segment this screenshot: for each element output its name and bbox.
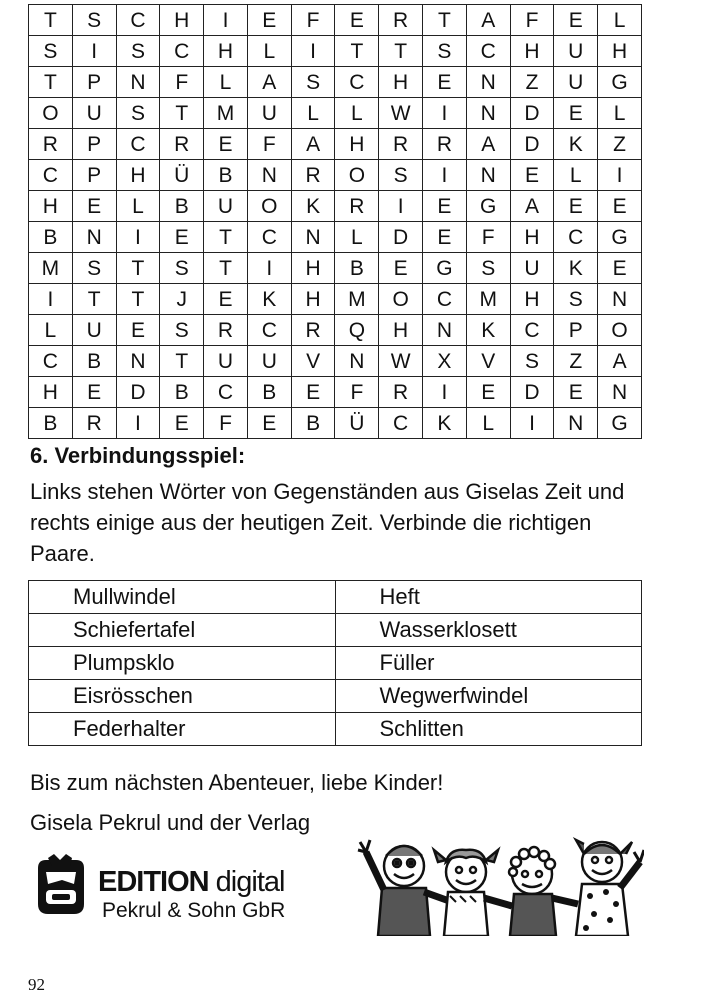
grid-cell: C	[554, 222, 598, 253]
grid-cell: S	[29, 36, 73, 67]
grid-cell: R	[291, 160, 335, 191]
grid-cell: H	[379, 315, 423, 346]
grid-cell: H	[510, 222, 554, 253]
page-number: 92	[28, 975, 45, 994]
grid-cell: E	[510, 160, 554, 191]
grid-cell: R	[160, 129, 204, 160]
grid-cell: T	[29, 5, 73, 36]
grid-cell: E	[466, 377, 510, 408]
grid-cell: H	[598, 36, 642, 67]
grid-cell: S	[72, 253, 116, 284]
grid-cell: S	[160, 315, 204, 346]
grid-cell: C	[247, 222, 291, 253]
grid-cell: C	[423, 284, 467, 315]
grid-cell: G	[466, 191, 510, 222]
grid-cell: I	[379, 191, 423, 222]
grid-cell: H	[379, 67, 423, 98]
modern-item: Wasserklosett	[335, 614, 642, 647]
grid-cell: E	[116, 315, 160, 346]
grid-cell: I	[204, 5, 248, 36]
grid-cell: E	[554, 5, 598, 36]
grid-cell: I	[29, 284, 73, 315]
grid-row	[29, 315, 642, 346]
grid-cell: H	[291, 253, 335, 284]
grid-cell: N	[335, 346, 379, 377]
grid-cell: B	[335, 253, 379, 284]
grid-cell: E	[291, 377, 335, 408]
modern-item: Schlitten	[335, 713, 642, 746]
grid-cell: O	[379, 284, 423, 315]
grid-cell: F	[510, 5, 554, 36]
grid-cell: P	[72, 160, 116, 191]
grid-cell: C	[116, 129, 160, 160]
grid-cell: L	[335, 222, 379, 253]
publisher-name: Pekrul & Sohn GbR	[102, 899, 286, 922]
grid-cell: A	[466, 129, 510, 160]
grid-cell: W	[379, 98, 423, 129]
grid-cell: E	[423, 67, 467, 98]
grid-cell: H	[291, 284, 335, 315]
grid-cell: C	[466, 36, 510, 67]
grid-row	[29, 191, 642, 222]
grid-cell: N	[72, 222, 116, 253]
grid-cell: U	[247, 346, 291, 377]
grid-cell: T	[204, 253, 248, 284]
matching-row	[29, 713, 642, 746]
grid-cell: E	[423, 222, 467, 253]
word-search-grid	[28, 4, 642, 439]
grid-cell: H	[510, 284, 554, 315]
grid-cell: C	[29, 160, 73, 191]
grid-cell: J	[160, 284, 204, 315]
grid-cell: N	[116, 67, 160, 98]
grid-row	[29, 377, 642, 408]
grid-cell: L	[247, 36, 291, 67]
grid-cell: S	[510, 346, 554, 377]
grid-cell: L	[116, 191, 160, 222]
grid-cell: E	[72, 377, 116, 408]
grid-cell: D	[510, 98, 554, 129]
grid-cell: A	[466, 5, 510, 36]
grid-cell: F	[247, 129, 291, 160]
child-figure-3	[509, 847, 578, 936]
child-figure-2	[434, 850, 512, 936]
grid-cell: F	[160, 67, 204, 98]
closing-line: Bis zum nächsten Abenteuer, liebe Kinder!	[30, 770, 444, 795]
grid-cell: S	[291, 67, 335, 98]
grid-cell: U	[554, 67, 598, 98]
grid-cell: U	[510, 253, 554, 284]
grid-cell: N	[554, 408, 598, 439]
grid-cell: H	[116, 160, 160, 191]
grid-cell: O	[335, 160, 379, 191]
grid-cell: E	[423, 191, 467, 222]
grid-cell: E	[160, 222, 204, 253]
grid-cell: R	[379, 129, 423, 160]
grid-cell: C	[510, 315, 554, 346]
grid-cell: E	[379, 253, 423, 284]
grid-cell: T	[116, 253, 160, 284]
grid-cell: L	[29, 315, 73, 346]
grid-cell: A	[291, 129, 335, 160]
grid-cell: D	[510, 129, 554, 160]
grid-cell: N	[291, 222, 335, 253]
grid-cell: U	[247, 98, 291, 129]
grid-cell: T	[423, 5, 467, 36]
grid-cell: R	[335, 191, 379, 222]
matching-row	[29, 581, 642, 614]
grid-cell: B	[29, 222, 73, 253]
grid-cell: R	[379, 5, 423, 36]
old-item: Mullwindel	[29, 581, 336, 614]
grid-cell: I	[423, 98, 467, 129]
grid-cell: U	[554, 36, 598, 67]
grid-cell: O	[247, 191, 291, 222]
grid-cell: P	[72, 67, 116, 98]
children-illustration	[356, 832, 644, 936]
publisher-logo	[32, 852, 322, 927]
grid-cell: T	[160, 346, 204, 377]
grid-cell: K	[554, 129, 598, 160]
grid-cell: E	[335, 5, 379, 36]
grid-cell: L	[554, 160, 598, 191]
grid-cell: L	[598, 98, 642, 129]
grid-cell: M	[335, 284, 379, 315]
grid-cell: C	[379, 408, 423, 439]
grid-cell: L	[598, 5, 642, 36]
grid-cell: P	[72, 129, 116, 160]
grid-cell: N	[466, 67, 510, 98]
exercise-instructions: Links stehen Wörter von Gegenständen aus Giselas Zeit und rechts einige aus der heutigen Zeit. Verbinde die richtigen Paare.	[30, 479, 625, 566]
grid-cell: T	[379, 36, 423, 67]
grid-cell: K	[423, 408, 467, 439]
grid-cell: G	[598, 67, 642, 98]
grid-cell: Z	[598, 129, 642, 160]
grid-cell: M	[29, 253, 73, 284]
matching-row	[29, 647, 642, 680]
brand-name-light: digital	[208, 866, 285, 898]
matching-row	[29, 614, 642, 647]
grid-cell: O	[29, 98, 73, 129]
grid-cell: R	[291, 315, 335, 346]
grid-cell: E	[554, 191, 598, 222]
grid-row	[29, 284, 642, 315]
grid-cell: E	[72, 191, 116, 222]
grid-cell: X	[423, 346, 467, 377]
grid-cell: F	[335, 377, 379, 408]
grid-cell: A	[598, 346, 642, 377]
grid-row	[29, 408, 642, 439]
grid-cell: I	[116, 222, 160, 253]
grid-cell: B	[291, 408, 335, 439]
grid-cell: N	[466, 160, 510, 191]
grid-cell: V	[291, 346, 335, 377]
grid-cell: B	[29, 408, 73, 439]
grid-cell: N	[247, 160, 291, 191]
modern-item: Wegwerfwindel	[335, 680, 642, 713]
grid-cell: N	[598, 377, 642, 408]
grid-cell: C	[160, 36, 204, 67]
grid-cell: R	[423, 129, 467, 160]
grid-cell: C	[247, 315, 291, 346]
grid-cell: G	[423, 253, 467, 284]
grid-cell: S	[554, 284, 598, 315]
grid-cell: L	[466, 408, 510, 439]
grid-cell: U	[204, 346, 248, 377]
grid-cell: T	[160, 98, 204, 129]
grid-cell: B	[160, 377, 204, 408]
grid-cell: L	[335, 98, 379, 129]
grid-cell: S	[116, 98, 160, 129]
grid-cell: E	[554, 377, 598, 408]
publisher-mascot-icon	[32, 854, 90, 920]
grid-cell: L	[291, 98, 335, 129]
grid-cell: A	[247, 67, 291, 98]
grid-cell: C	[29, 346, 73, 377]
old-item: Federhalter	[29, 713, 336, 746]
grid-cell: R	[379, 377, 423, 408]
grid-cell: S	[379, 160, 423, 191]
grid-cell: D	[379, 222, 423, 253]
grid-cell: H	[335, 129, 379, 160]
grid-cell: F	[291, 5, 335, 36]
grid-cell: S	[72, 5, 116, 36]
grid-row	[29, 98, 642, 129]
grid-cell: P	[554, 315, 598, 346]
grid-cell: C	[116, 5, 160, 36]
grid-cell: E	[247, 408, 291, 439]
grid-cell: R	[29, 129, 73, 160]
grid-row	[29, 160, 642, 191]
brand-name	[98, 866, 284, 899]
grid-cell: E	[598, 253, 642, 284]
grid-cell: W	[379, 346, 423, 377]
grid-cell: R	[72, 408, 116, 439]
grid-cell: N	[598, 284, 642, 315]
grid-cell: K	[291, 191, 335, 222]
grid-cell: S	[423, 36, 467, 67]
modern-item: Heft	[335, 581, 642, 614]
grid-cell: T	[29, 67, 73, 98]
grid-cell: G	[598, 408, 642, 439]
grid-cell: M	[466, 284, 510, 315]
grid-cell: K	[247, 284, 291, 315]
grid-cell: S	[116, 36, 160, 67]
grid-cell: Z	[510, 67, 554, 98]
matching-table	[28, 580, 642, 746]
matching-row	[29, 680, 642, 713]
grid-cell: E	[598, 191, 642, 222]
grid-cell: S	[160, 253, 204, 284]
grid-cell: E	[554, 98, 598, 129]
grid-cell: C	[335, 67, 379, 98]
grid-cell: B	[160, 191, 204, 222]
grid-row	[29, 253, 642, 284]
grid-cell: T	[335, 36, 379, 67]
grid-cell: N	[116, 346, 160, 377]
grid-cell: I	[72, 36, 116, 67]
grid-cell: I	[598, 160, 642, 191]
grid-cell: I	[510, 408, 554, 439]
brand-name-strong: EDITION	[98, 866, 209, 898]
grid-cell: G	[598, 222, 642, 253]
exercise-heading: 6. Verbindungsspiel:	[30, 443, 246, 468]
grid-cell: E	[204, 284, 248, 315]
grid-cell: U	[204, 191, 248, 222]
grid-cell: Z	[554, 346, 598, 377]
grid-cell: N	[423, 315, 467, 346]
grid-cell: M	[204, 98, 248, 129]
grid-cell: H	[160, 5, 204, 36]
grid-cell: I	[291, 36, 335, 67]
modern-item: Füller	[335, 647, 642, 680]
grid-cell: I	[423, 377, 467, 408]
grid-cell: N	[466, 98, 510, 129]
grid-cell: T	[204, 222, 248, 253]
grid-row	[29, 346, 642, 377]
grid-cell: K	[466, 315, 510, 346]
old-item: Schiefertafel	[29, 614, 336, 647]
grid-row	[29, 5, 642, 36]
grid-cell: S	[466, 253, 510, 284]
grid-cell: B	[247, 377, 291, 408]
grid-cell: E	[247, 5, 291, 36]
grid-cell: E	[204, 129, 248, 160]
signature-line: Gisela Pekrul und der Verlag	[30, 810, 311, 835]
grid-cell: I	[423, 160, 467, 191]
grid-cell: L	[204, 67, 248, 98]
grid-cell: K	[554, 253, 598, 284]
grid-cell: Q	[335, 315, 379, 346]
grid-cell: Ü	[160, 160, 204, 191]
grid-cell: D	[116, 377, 160, 408]
grid-row	[29, 129, 642, 160]
grid-cell: R	[204, 315, 248, 346]
grid-cell: F	[204, 408, 248, 439]
grid-cell: A	[510, 191, 554, 222]
grid-cell: C	[204, 377, 248, 408]
grid-cell: H	[29, 191, 73, 222]
child-figure-4	[576, 840, 644, 936]
grid-cell: I	[116, 408, 160, 439]
grid-cell: D	[510, 377, 554, 408]
grid-cell: U	[72, 98, 116, 129]
old-item: Eisrösschen	[29, 680, 336, 713]
grid-cell: V	[466, 346, 510, 377]
grid-cell: B	[204, 160, 248, 191]
grid-cell: Ü	[335, 408, 379, 439]
grid-cell: T	[72, 284, 116, 315]
grid-row	[29, 36, 642, 67]
grid-cell: H	[204, 36, 248, 67]
grid-row	[29, 67, 642, 98]
grid-cell: F	[466, 222, 510, 253]
grid-cell: I	[247, 253, 291, 284]
grid-cell: H	[510, 36, 554, 67]
grid-cell: T	[116, 284, 160, 315]
grid-cell: E	[160, 408, 204, 439]
old-item: Plumpsklo	[29, 647, 336, 680]
grid-cell: O	[598, 315, 642, 346]
grid-cell: U	[72, 315, 116, 346]
grid-cell: B	[72, 346, 116, 377]
grid-cell: H	[29, 377, 73, 408]
grid-row	[29, 222, 642, 253]
